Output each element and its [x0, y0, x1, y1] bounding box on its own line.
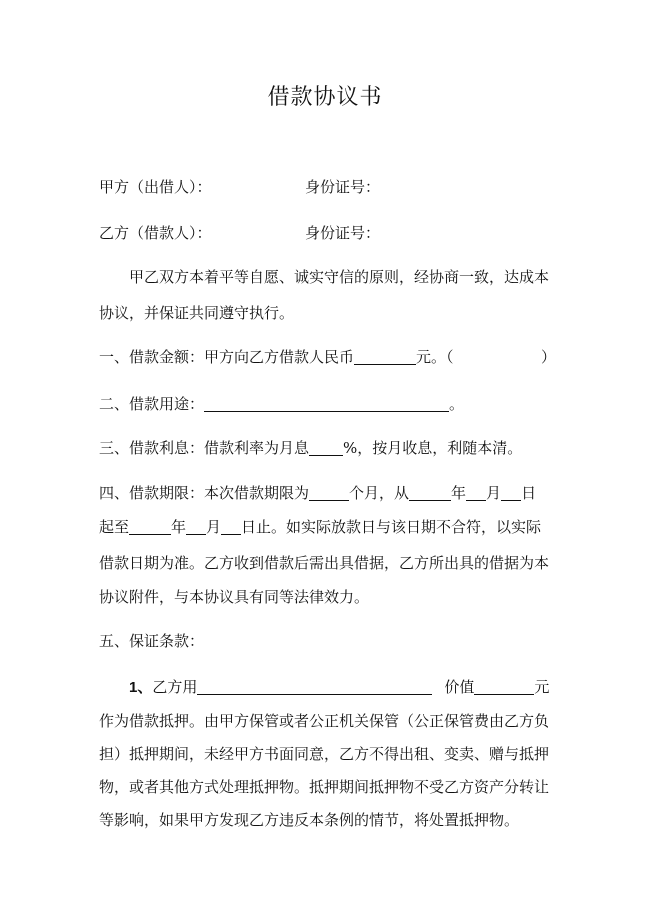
- start-year-blank: [409, 485, 451, 501]
- end-month-label: 月: [206, 518, 222, 536]
- clause-1-line-4: 物，或者其他方式处理抵押物。抵押期间抵押物不受乙方资产分转让: [99, 778, 550, 796]
- party-a-id-label: 身份证号：: [305, 178, 381, 196]
- document-title: 借款协议书: [267, 85, 383, 110]
- section-1-suffix: 元。（: [416, 348, 454, 366]
- start-month-blank: [466, 485, 486, 501]
- collateral-blank: [197, 679, 432, 695]
- year-label: 年: [451, 484, 467, 502]
- clause-1-line-2: 作为借款抵押。由甲方保管或者公正机关保管（公正保管费由乙方负: [99, 712, 550, 730]
- day-label: 日: [521, 484, 537, 502]
- clause-1-line-3: 担）抵押期间，未经甲方书面同意，乙方不得出租、变卖、赠与抵押: [99, 745, 550, 763]
- start-day-blank: [501, 485, 521, 501]
- section-1-prefix: 一、借款金额：甲方向乙方借款人民币: [99, 348, 355, 366]
- party-b-id-label: 身份证号：: [305, 224, 381, 242]
- end-year-label: 年: [171, 518, 187, 536]
- section-3-interest: [99, 437, 522, 458]
- intro-line-1: 甲乙双方本着平等自愿、诚实守信的原则，经协商一致，达成本: [129, 268, 550, 286]
- section-4-line-2: [99, 516, 541, 537]
- month-label: 月: [486, 484, 502, 502]
- amount-blank: [354, 349, 416, 365]
- party-a-label: 甲方（出借人）：: [99, 178, 212, 196]
- yuan-label: 元: [534, 678, 550, 696]
- value-label: 价值: [444, 678, 475, 696]
- purpose-blank: [204, 396, 449, 412]
- party-b-label: 乙方（借款人）：: [99, 224, 212, 242]
- clause-1-prefix: 乙方用: [152, 678, 198, 696]
- section-1-amount: [99, 346, 454, 367]
- clause-1-number: 1、: [129, 679, 153, 696]
- interest-blank: [309, 440, 343, 456]
- section-3-pct: %: [343, 439, 358, 457]
- clause-1-line-5: 等影响，如果甲方发现乙方违反本条例的情节，将处置抵押物。: [99, 811, 520, 829]
- section-3-prefix: 三、借款利息：借款利率为月息: [99, 439, 310, 457]
- value-blank: [474, 679, 534, 695]
- section-5-heading: 五、保证条款：: [99, 632, 205, 650]
- section-1-close-paren: ）: [541, 348, 557, 366]
- end-year-blank: [129, 519, 171, 535]
- section-4-line-2-rest: 日止。如实际放款日与该日期不合符，以实际: [241, 518, 542, 536]
- section-4-line-1: [99, 482, 536, 503]
- section-3-suffix: ，按月收息，利随本清。: [357, 439, 523, 457]
- section-2-suffix: 。: [449, 395, 465, 413]
- section-4-line-3: 借款日期为准。乙方收到借款后需出具借据，乙方所出具的借据为本: [99, 554, 550, 572]
- term-months-blank: [309, 485, 349, 501]
- intro-line-2: 协议，并保证共同遵守执行。: [99, 304, 295, 322]
- section-4-from: 个月，从: [349, 484, 410, 502]
- section-2-prefix: 二、借款用途：: [99, 395, 205, 413]
- section-2-purpose: [99, 393, 464, 414]
- section-4-line-4: 协议附件，与本协议具有同等法律效力。: [99, 588, 370, 606]
- section-4-until: 起至: [99, 518, 130, 536]
- section-4-prefix: 四、借款期限：本次借款期限为: [99, 484, 310, 502]
- clause-1-line-1: [129, 676, 549, 697]
- end-month-blank: [186, 519, 206, 535]
- end-day-blank: [221, 519, 241, 535]
